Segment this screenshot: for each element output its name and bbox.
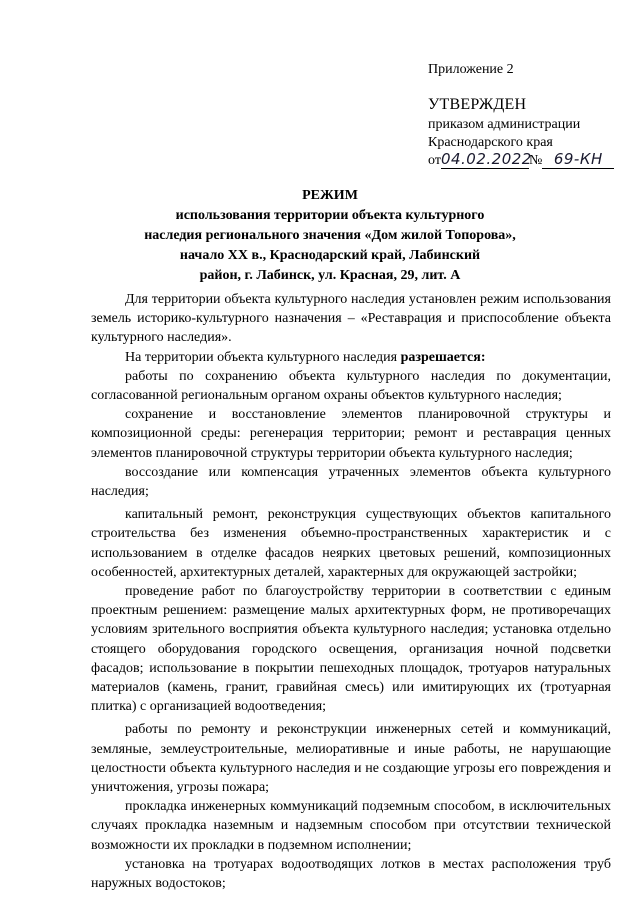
order-number-label: № (528, 153, 543, 168)
allowed-bold: разрешается: (400, 349, 486, 365)
title-line: район, г. Лабинск, ул. Красная, 29, лит. А (199, 268, 461, 283)
list-item: проведение работ по благоустройству территории в соответствии с единым проектным решением: размещение малых архитектурных форм, не противоречащих условиям зрительного восприятия объекта культурного наследия; установка отдельно стоящего оборудования городского освещения, организация ночной подсветки фасадов; использование в покрытии пешеходных площадок, тротуаров натуральных материалов (камень, гранит, гравийная смесь) или имитирующих их (тротуарная плитка) с организацией водоотведения; (91, 584, 611, 715)
list-item: воссоздание или компенсация утраченных элементов объекта культурного наследия; (91, 464, 611, 500)
allowed-prefix: На территории объекта культурного наследия (125, 349, 401, 365)
list-item: прокладка инженерных коммуникаций подземным способом, в исключительных случаях прокладка наземным и надземным способом при отсутствии технической возможности их прокладки в подземном исполнении; (91, 799, 611, 853)
order-line-1: приказом администрации (428, 117, 581, 132)
appendix-label: Приложение 2 (428, 62, 514, 77)
order-prefix: от (428, 153, 441, 168)
title-line: наследия регионального значения «Дом жилой Топорова», (144, 228, 516, 243)
order-date-handwritten: 04.02.2022 (440, 150, 532, 168)
intro-paragraph: Для территории объекта культурного наследия установлен режим использования земель историко-культурного назначения – «Реставрация и приспособление объекта культурного наследия». (91, 292, 611, 346)
list-item: капитальный ремонт, реконструкция существующих объектов капитального строительства без изменения объемно-пространственных характеристик и с использованием в отделке фасадов неярких цветовых решений, композиционных особенностей, архитектурных деталей, характерных для окружающей застройки; (91, 507, 611, 580)
list-item: работы по ремонту и реконструкции инженерных сетей и коммуникаций, земляные, землеустроительные, мелиоративные и иные работы, не нарушающие целостности объекта культурного наследия и не создающие угрозы его повреждения и уничтожения, угрозы пожара; (91, 722, 611, 796)
order-number-handwritten: 69-КН (542, 150, 614, 169)
title-line: использования территории объекта культурного (175, 208, 485, 223)
order-line-2: Краснодарского края (428, 135, 553, 150)
allowed-paragraph (91, 348, 611, 367)
document-title (80, 186, 580, 286)
title-main: РЕЖИМ (302, 188, 358, 203)
list-item: сохранение и восстановление элементов планировочной структуры и композиционной среды: регенерация территории; ремонт и реставрация ценных элементов планировочной структуры территории объекта культурного наследия; (91, 407, 611, 461)
title-line: начало XX в., Краснодарский край, Лабинский (179, 248, 481, 263)
list-item: работы по сохранению объекта культурного наследия по документации, согласованной региональным органом охраны объектов культурного наследия; (91, 368, 611, 404)
approved-heading: УТВЕРЖДЕН (428, 96, 527, 113)
list-item: установка на тротуарах водоотводящих лотков в местах расположения труб наружных водостоков; (91, 856, 611, 892)
order-date-number (428, 150, 618, 172)
document-body (91, 290, 611, 893)
